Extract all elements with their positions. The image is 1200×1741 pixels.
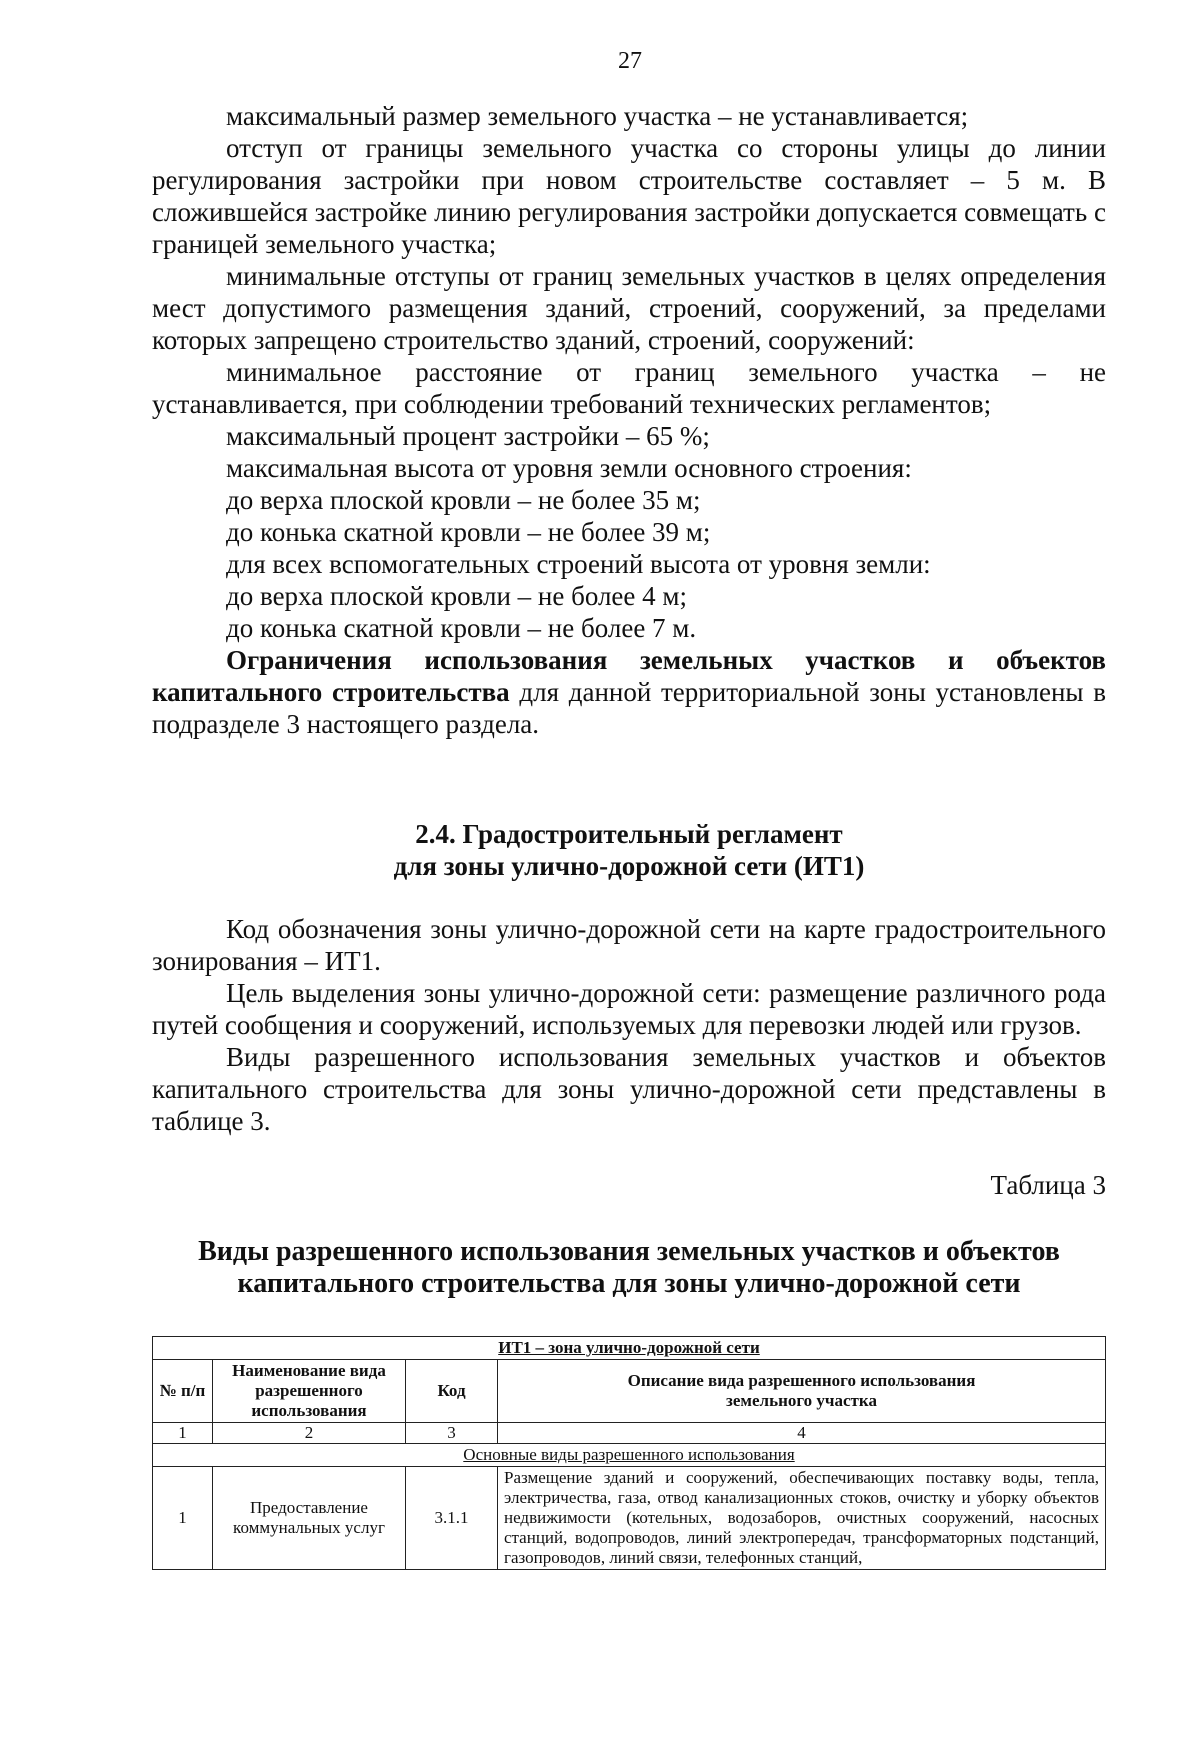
- paragraph: минимальные отступы от границ земельных участков в целях определения мест допустимого размещения зданий, строений, сооружений, за пределами которых запрещено строительство зданий, строений, сооружений:: [152, 261, 1106, 355]
- column-number-cell: 3: [406, 1423, 498, 1444]
- paragraph: до конька скатной кровли – не более 39 м;: [226, 517, 711, 547]
- column-number-cell: 2: [213, 1423, 406, 1444]
- row-code: 3.1.1: [406, 1467, 498, 1570]
- paragraph: максимальная высота от уровня земли основного строения:: [226, 453, 912, 483]
- section-heading-line1: 2.4. Градостроительный регламент: [415, 819, 843, 849]
- restriction-bold: Ограничения использования земельных участков и объектов капитального строительства: [152, 645, 1106, 707]
- paragraph: Код обозначения зоны улично-дорожной сети на карте градостроительного зонирования – ИТ1.: [152, 914, 1106, 976]
- header-cell: № п/п: [153, 1360, 213, 1423]
- paragraph: до верха плоской кровли – не более 35 м;: [226, 485, 701, 515]
- page-number: 27: [618, 48, 642, 74]
- column-number-row: [153, 1423, 1106, 1444]
- section-heading: [152, 818, 1106, 882]
- paragraph: максимальный размер земельного участка – не устанавливается;: [226, 101, 969, 131]
- paragraph: минимальное расстояние от границ земельного участка – не устанавливается, при соблюдении требований технических регламентов;: [152, 357, 1106, 419]
- permitted-use-table: [152, 1336, 1106, 1570]
- zone-description: [152, 913, 1106, 1137]
- row-number: 1: [153, 1467, 213, 1570]
- column-number-cell: 1: [153, 1423, 213, 1444]
- paragraph: до конька скатной кровли – не более 7 м.: [226, 613, 697, 643]
- table-title-line1: Виды разрешенного использования земельных участков и объектов: [198, 1236, 1060, 1267]
- header-cell: Наименование вида разрешенного использования: [213, 1360, 406, 1423]
- zone-header-cell: ИТ1 – зона улично-дорожной сети: [153, 1337, 1106, 1360]
- column-header-row: [153, 1360, 1106, 1423]
- table-title-line2: капитального строительства для зоны улично-дорожной сети: [237, 1268, 1021, 1299]
- header-cell: Код: [406, 1360, 498, 1423]
- table-row: [153, 1467, 1106, 1570]
- zone-header-row: [153, 1337, 1106, 1360]
- paragraph: для всех вспомогательных строений высота от уровня земли:: [226, 549, 931, 579]
- table-title: [152, 1236, 1106, 1300]
- column-number-cell: 4: [498, 1423, 1106, 1444]
- section-heading-line2: для зоны улично-дорожной сети (ИТ1): [393, 851, 865, 881]
- restriction-rest: для данной территориальной зоны установлены в подразделе 3 настоящего раздела.: [152, 677, 1106, 739]
- regulation-parameters: [152, 100, 1106, 740]
- table-label: Таблица 3: [990, 1170, 1106, 1200]
- paragraph: до верха плоской кровли – не более 4 м;: [226, 581, 687, 611]
- row-description: Размещение зданий и сооружений, обеспечивающих поставку воды, тепла, электричества, газа, отвод канализационных стоков, очистку и уборку объектов недвижимости (котельных, водозаборов, очистных сооружений, насосных станций, водопроводов, линий электропередач, трансформаторных подстанций, газопроводов, линий связи, телефонных станций,: [498, 1467, 1106, 1570]
- paragraph: Цель выделения зоны улично-дорожной сети: размещение различного рода путей сообщения и сооружений, используемых для перевозки людей или грузов.: [152, 978, 1106, 1040]
- paragraph: максимальный процент застройки – 65 %;: [226, 421, 710, 451]
- paragraph: Виды разрешенного использования земельных участков и объектов капитального строительства для зоны улично-дорожной сети представлены в таблице 3.: [152, 1042, 1106, 1136]
- paragraph: отступ от границы земельного участка со стороны улицы до линии регулирования застройки при новом строительстве составляет – 5 м. В сложившейся застройке линию регулирования застройки допускается совмещать с границей земельного участка;: [152, 133, 1106, 259]
- section-row: [153, 1444, 1106, 1467]
- header-cell: Описание вида разрешенного использования земельного участка: [498, 1360, 1106, 1423]
- row-name: Предоставление коммунальных услуг: [213, 1467, 406, 1570]
- restriction-paragraph: [152, 644, 1106, 740]
- section-row-cell: Основные виды разрешенного использования: [153, 1444, 1106, 1467]
